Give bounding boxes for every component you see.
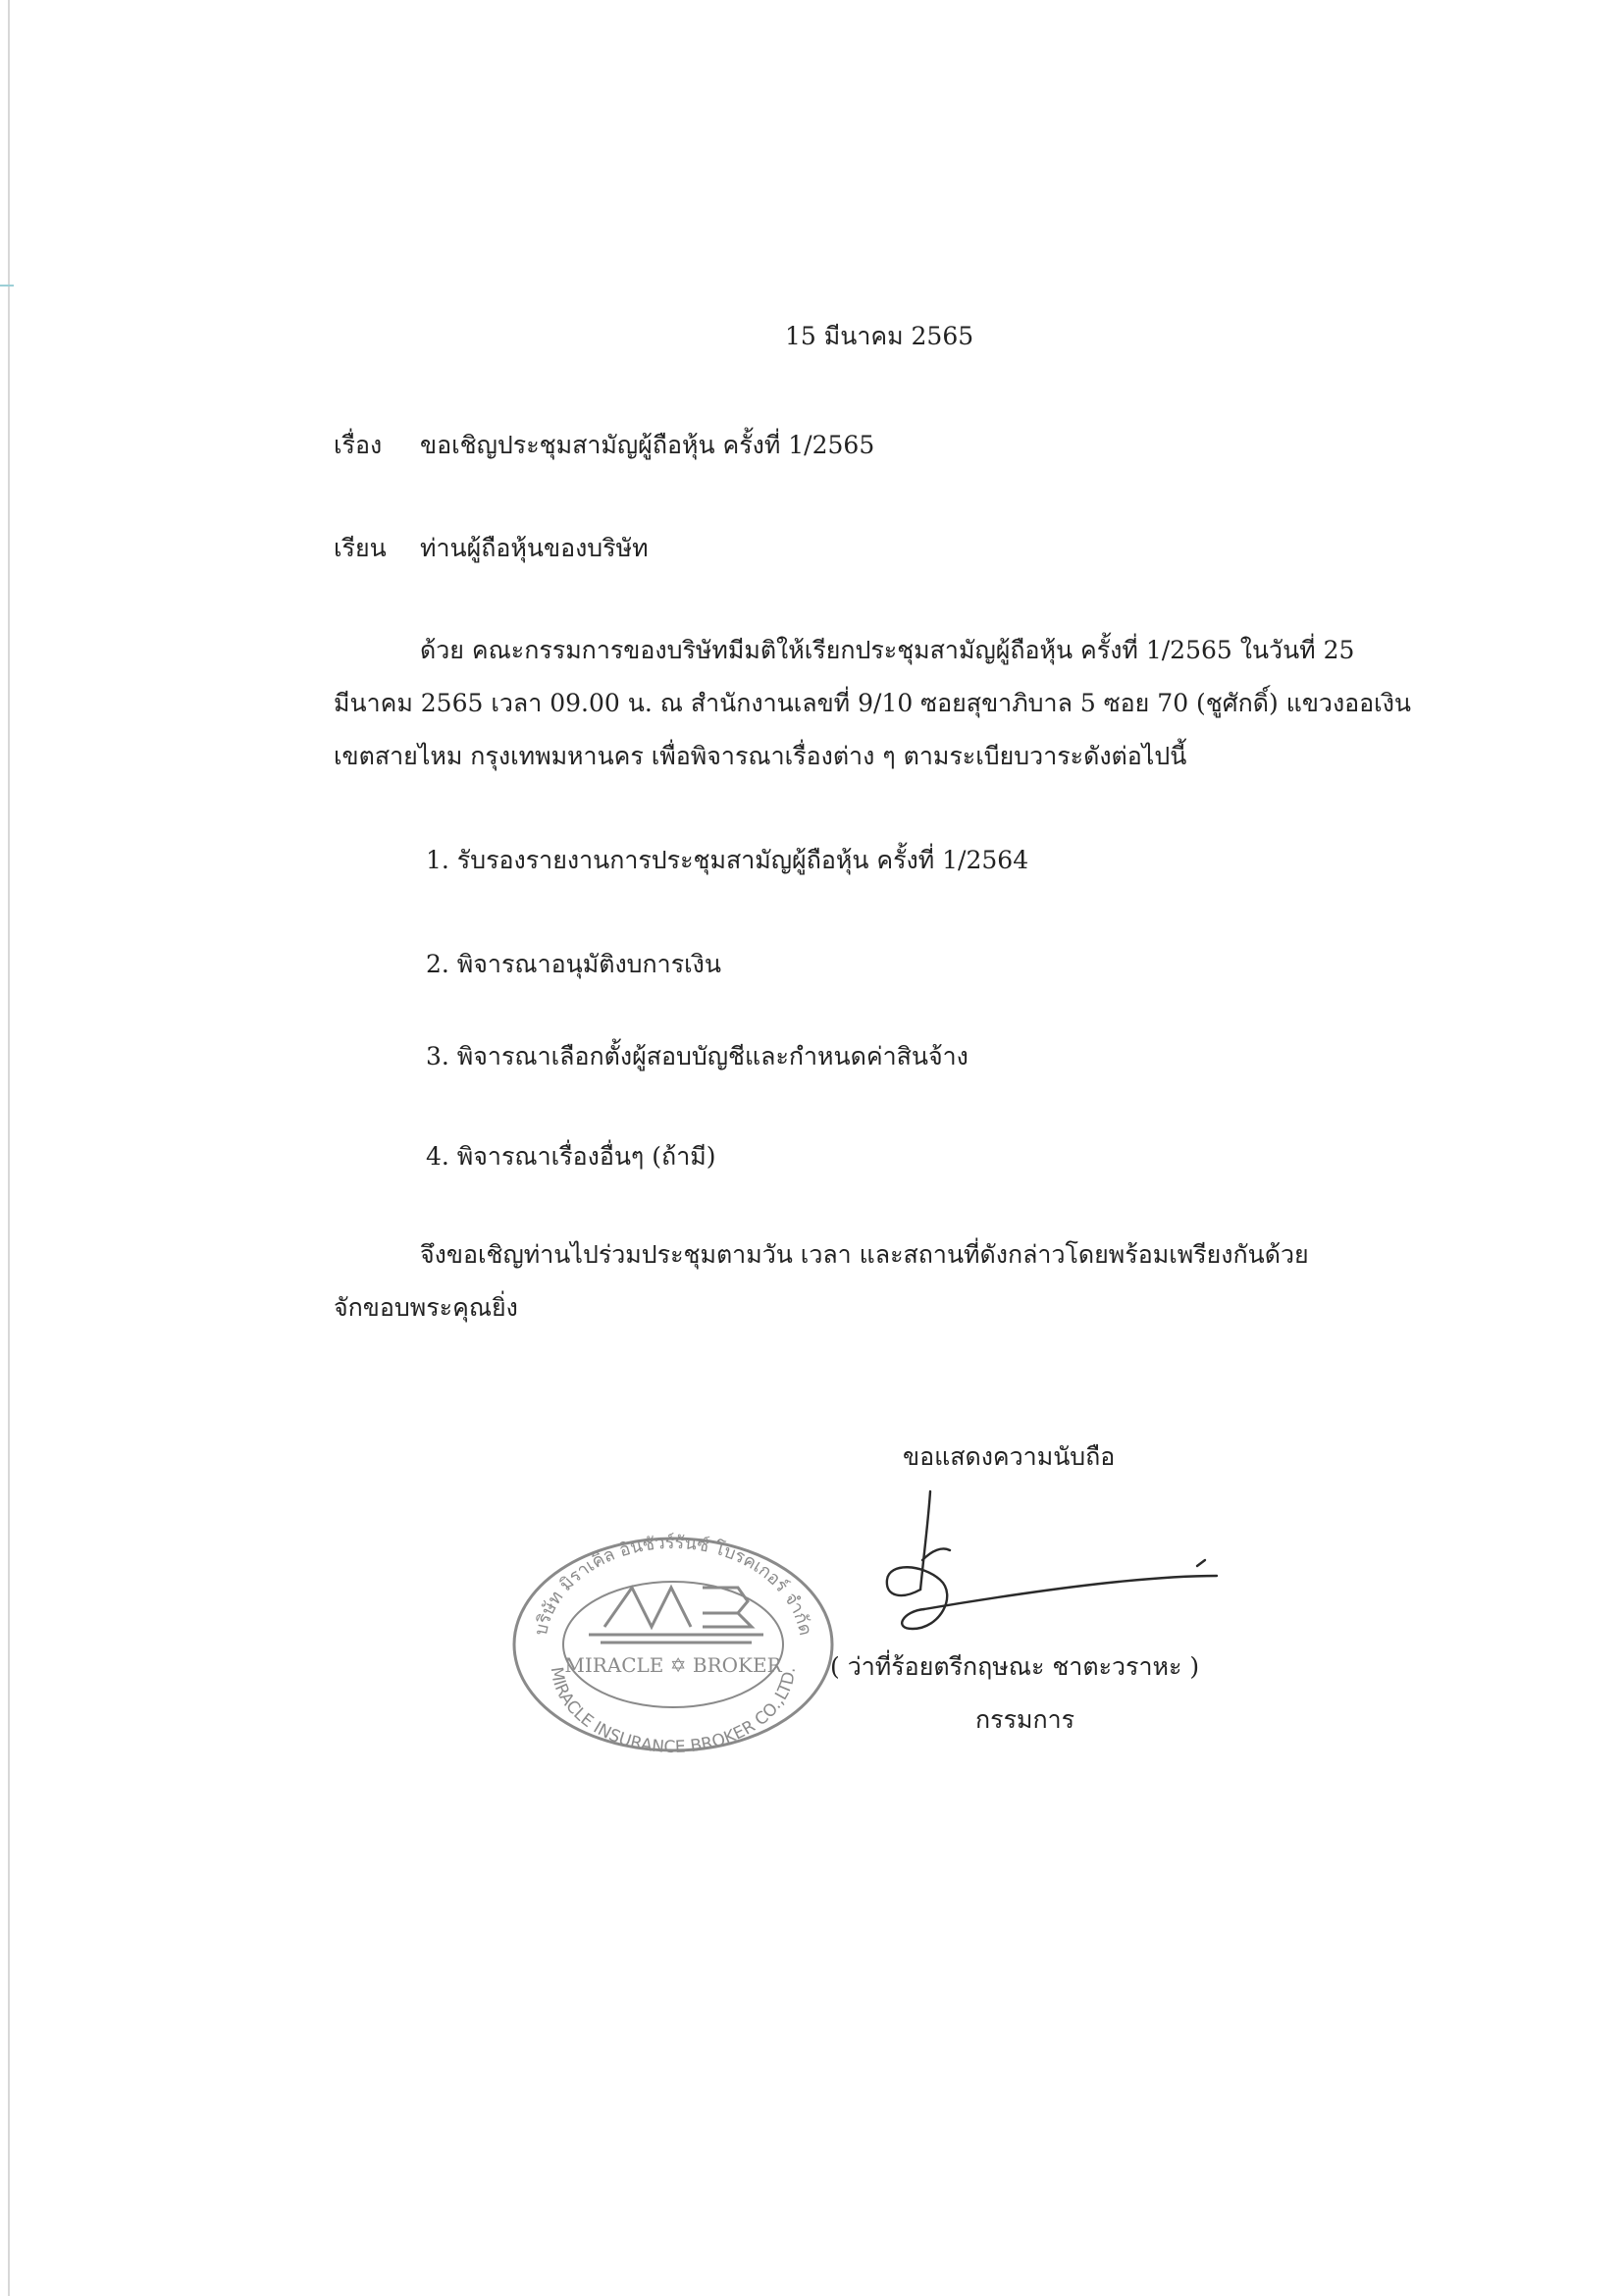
letter-date: 15 มีนาคม 2565 bbox=[785, 322, 974, 350]
subject-text: ขอเชิญประชุมสามัญผู้ถือหุ้น ครั้งที่ 1/2565 bbox=[420, 431, 875, 459]
company-stamp bbox=[506, 1519, 840, 1754]
agenda-item: 3. พิจารณาเลือกตั้งผู้สอบบัญชีและกำหนดค่าสินจ้าง bbox=[426, 1042, 969, 1070]
signer-title: กรรมการ bbox=[975, 1705, 1075, 1734]
agenda-item: 2. พิจารณาอนุมัติงบการเงิน bbox=[426, 950, 721, 978]
salutation-text: ท่านผู้ถือหุ้นของบริษัท bbox=[420, 534, 649, 562]
scan-edge-line bbox=[8, 0, 10, 2296]
subject-label: เรื่อง bbox=[334, 431, 383, 459]
closing-line: จักขอบพระคุณยิ่ง bbox=[334, 1293, 518, 1322]
scan-edge-mark bbox=[0, 285, 14, 287]
svg-text:MIRACLE INSURANCE BROKER CO.,L bbox=[547, 1666, 800, 1754]
salutation-label: เรียน bbox=[334, 534, 387, 562]
closing-line: จึงขอเชิญท่านไปร่วมประชุมตามวัน เวลา และสถานที่ดังกล่าวโดยพร้อมเพรียงกันด้วย bbox=[420, 1240, 1309, 1269]
signature-image bbox=[864, 1482, 1227, 1668]
body-line: เขตสายไหม กรุงเทพมหานคร เพื่อพิจารณาเรื่องต่าง ๆ ตามระเบียบวาระดังต่อไปนี้ bbox=[334, 742, 1187, 770]
svg-text:บริษัท มิราเคิล อินชัวร์รันซ์ bbox=[531, 1533, 815, 1638]
signer-name: ( ว่าที่ร้อยตรีกฤษณะ ชาตะวราหะ ) bbox=[830, 1652, 1200, 1681]
regards-text: ขอแสดงความนับถือ bbox=[903, 1442, 1116, 1471]
agenda-item: 4. พิจารณาเรื่องอื่นๆ (ถ้ามี) bbox=[426, 1142, 716, 1171]
body-line: มีนาคม 2565 เวลา 09.00 น. ณ สำนักงานเลขที่ 9/10 ซอยสุขาภิบาล 5 ซอย 70 (ชูศักดิ์) แขวงออเงิน bbox=[334, 689, 1412, 717]
body-line: ด้วย คณะกรรมการของบริษัทมีมติให้เรียกประชุมสามัญผู้ถือหุ้น ครั้งที่ 1/2565 ในวันที่ 25 bbox=[420, 636, 1355, 664]
stamp-logo bbox=[589, 1588, 763, 1643]
stamp-brand-text: MIRACLE ✡ BROKER bbox=[564, 1653, 782, 1677]
agenda-item: 1. รับรองรายงานการประชุมสามัญผู้ถือหุ้น ครั้งที่ 1/2564 bbox=[426, 846, 1029, 874]
stamp-thai-text: บริษัท มิราเคิล อินชัวร์รันซ์ โบรคเกอร์ จำกัด bbox=[530, 1532, 816, 1638]
stamp-english-text: MIRACLE INSURANCE BROKER CO.,LTD. bbox=[546, 1665, 801, 1754]
